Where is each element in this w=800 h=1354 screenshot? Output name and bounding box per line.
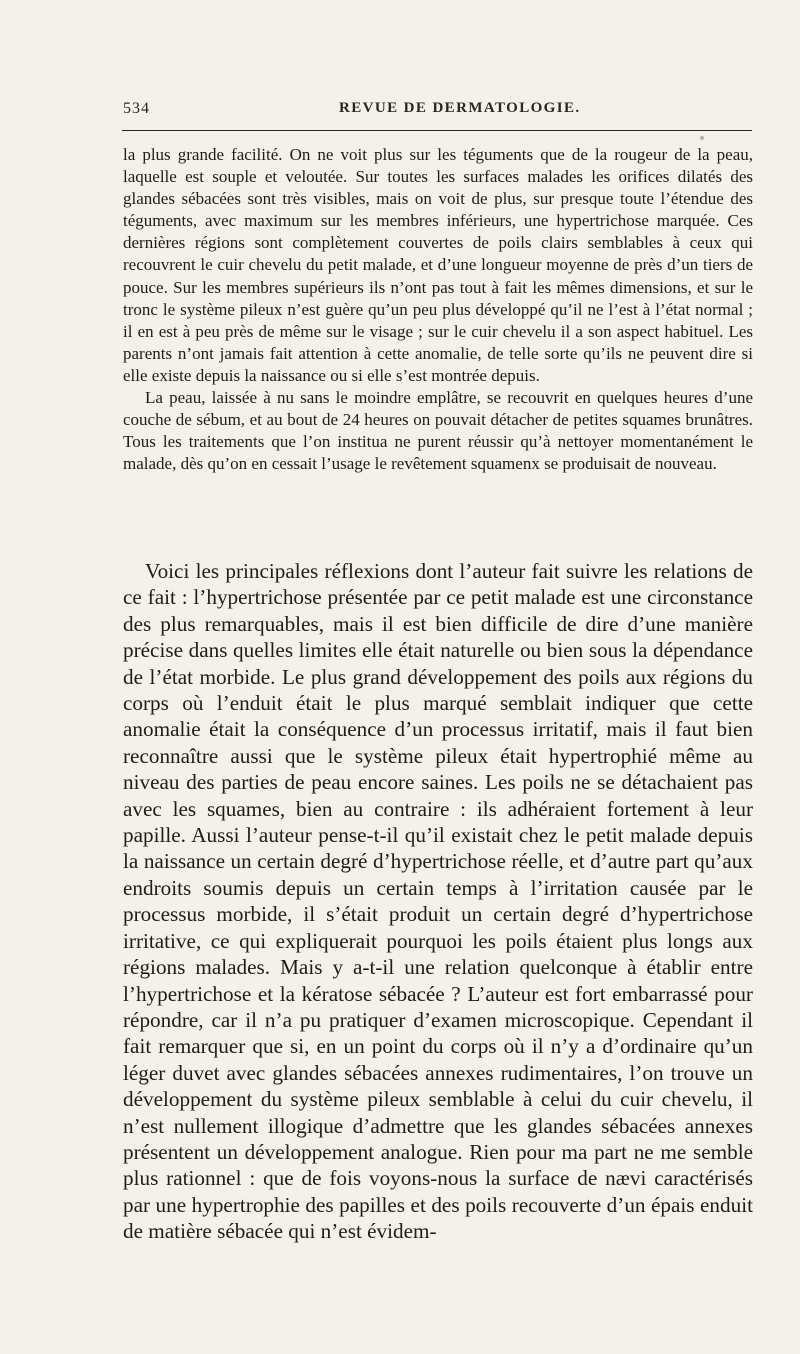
paragraph-sebum: La peau, laissée à nu sans le moindre emplâtre, se recouvrit en quelques heures d’une couche de sébum, et au bout de 24 heures on pouvait détacher de petites squames brunâtres. Tous les traitements que l’on institua ne purent réussir qu’à nettoyer momentanément le malade, dès qu’on en cessait l’usage le revêtement squamenx se produisait de nouveau.	[123, 388, 753, 474]
paragraph-continuation: la plus grande facilité. On ne voit plus sur les téguments que de la rougeur de la peau, laquelle est souple et veloutée. Sur toutes les surfaces malades les orifices dilatés des glandes sébacées sont très visibles, mais on voit de plus, sur presque toute l’étendue des téguments, avec maximum sur les membres inférieurs, une hypertrichose marquée. Ces dernières régions sont complètement couvertes de poils clairs semblables à ceux qui recouvrent le cuir chevelu du petit malade, et d’une longueur moyenne de près d’un tiers de pouce. Sur les membres supérieurs ils n’ont pas tout à fait les mêmes dimensions, et sur le tronc le système pileux n’est guère qu’un peu plus développé qu’il ne l’est à l’état normal ; il en est à peu près de même sur le visage ; sur le cuir chevelu il a son aspect habituel. Les parents n’ont jamais fait attention à cette anomalie, de telle sorte qu’ils ne peuvent dire si elle existe depuis la naissance ou si elle s’est montrée depuis.	[123, 145, 753, 385]
small-print-block	[123, 144, 753, 475]
scan-speck	[700, 136, 704, 140]
page-header	[123, 98, 753, 124]
large-print-block	[123, 558, 753, 1245]
page-number: 534	[123, 100, 150, 117]
paragraph-reflections: Voici les principales réflexions dont l’auteur fait suivre les relations de ce fait : l’hypertrichose présentée par ce petit malade est une circonstance des plus remarquables, mais il est bien difficile de dire d’une manière précise dans quelles limites elle était naturelle ou bien sous la dépendance de l’état morbide. Le plus grand développement des poils aux régions du corps où l’enduit était le plus marqué semblait indiquer que cette anomalie était la conséquence d’un processus irritatif, mais il faut bien reconnaître aussi que le système pileux était hypertrophié même au niveau des parties de peau encore saines. Les poils ne se détachaient pas avec les squames, bien au contraire : ils adhéraient fortement à leur papille. Aussi l’auteur pense-t-il qu’il existait chez le petit malade depuis la naissance un certain degré d’hypertrichose réelle, et d’autre part qu’aux endroits soumis depuis un certain temps à l’irritation causée par le processus morbide, il s’était produit un certain degré d’hypertrichose irritative, ce qui expliquerait pourquoi les poils étaient plus longs aux régions malades. Mais y a-t-il une relation quelconque à établir entre l’hypertrichose et la kératose sébacée ? L’auteur est fort embarrassé pour répondre, car il n’a pu pratiquer d’examen microscopique. Cependant il fait remarquer que si, en un point du corps où il n’y a d’ordinaire qu’un léger duvet avec glandes sébacées annexes rudimentaires, l’on trouve un développement du système pileux semblable à celui du cuir chevelu, il n’est nullement illogique d’admettre que les glandes sébacées annexes présentent un développement analogue. Rien pour ma part ne me semble plus rationnel : que de fois voyons-nous la surface de nævi caractérisés par une hypertrophie des papilles et des poils recouverte d’un épais enduit de matière sébacée qui n’est évidem-	[123, 559, 753, 1244]
running-title: REVUE DE DERMATOLOGIE.	[339, 100, 581, 116]
header-rule	[122, 130, 752, 131]
